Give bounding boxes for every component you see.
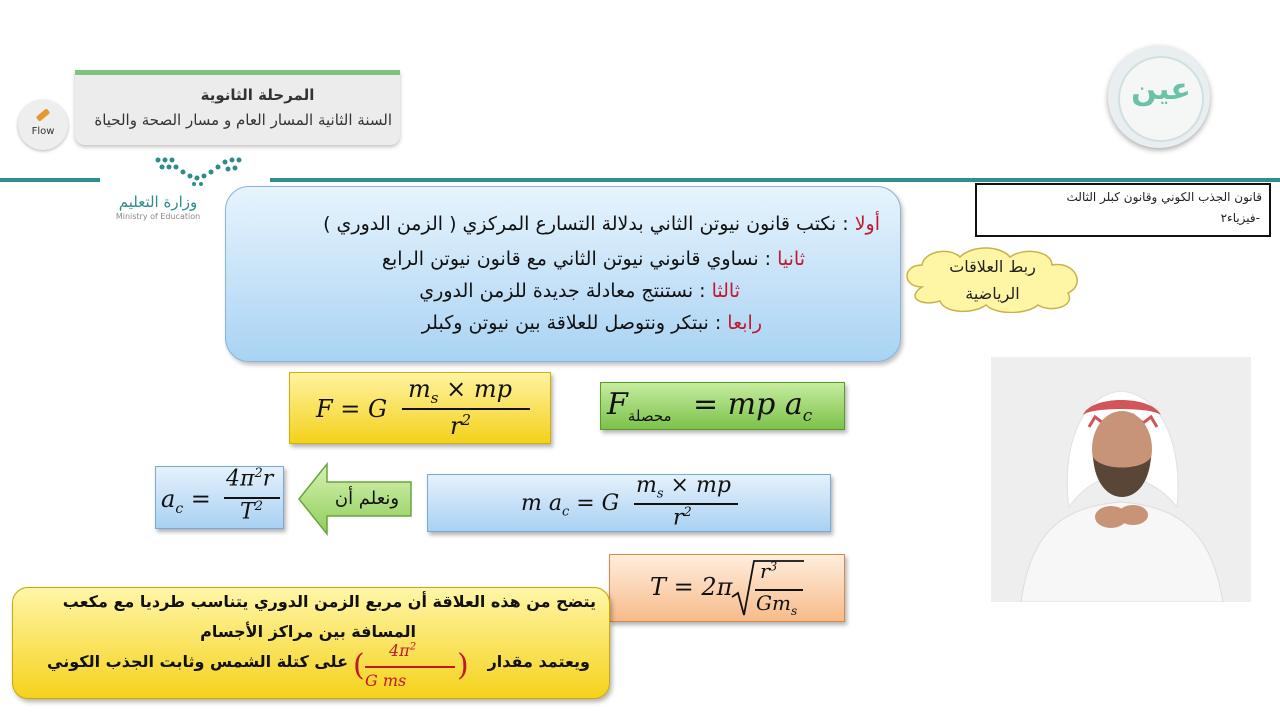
ministry-dots-icon — [150, 152, 250, 188]
track-subtitle: السنة الثانية المسار العام و مسار الصحة والحياة — [94, 111, 392, 129]
conclusion-line-3-end: على كتلة الشمس وثابت الجذب الكوني — [47, 652, 348, 671]
step-1 — [240, 213, 880, 235]
lesson-subject: -فيزياء٢ — [1220, 211, 1260, 225]
step-2-ordinal: ثانيا — [777, 248, 805, 270]
step-4-ordinal: رابعا — [727, 312, 762, 334]
step-3 — [240, 280, 740, 302]
lesson-title: قانون الجذب الكوني وقانون كبلر الثالث — [1066, 190, 1262, 204]
net-force-lhs: $F_{محصلة}$ — [607, 387, 672, 425]
equality-denominator: $r^2$ — [673, 505, 692, 531]
gravity-numerator: $m_s$ × mp — [408, 375, 512, 407]
arrow-label: ونعلم أن — [334, 488, 400, 509]
step-4 — [240, 312, 762, 334]
period-formula-box — [609, 554, 845, 622]
flow-badge — [18, 100, 68, 150]
step-4-text: : نبتكر ونتوصل للعلاقة بين نيوتن وكبلر — [421, 312, 728, 334]
teacher-video — [991, 357, 1251, 602]
ratio-numerator: $4\pi^2$ — [389, 641, 417, 660]
cloud-line-2: الرياضية — [965, 284, 1020, 303]
left-paren: ( — [353, 648, 365, 683]
step-1-text: : نكتب قانون نيوتن الثاني بدلالة التسارع المركزي ( الزمن الدوري ) — [323, 213, 855, 235]
conclusion-line-1: يتضح من هذه العلاقة أن مربع الزمن الدوري يتناسب طرديا مع مكعب — [62, 592, 596, 611]
period-denominator: $Gm_s$ — [756, 591, 798, 618]
ratio-denominator: G ms — [365, 671, 407, 690]
equality-numerator: $m_s$ × mp — [636, 473, 731, 502]
conclusion-line-3-start: ويعتمد مقدار — [487, 652, 590, 671]
cloud-line-1: ربط العلاقات — [949, 257, 1036, 276]
period-numerator: $r^3$ — [760, 559, 778, 583]
stage-header — [75, 70, 400, 145]
step-3-ordinal: ثالثا — [711, 280, 740, 302]
net-force-formula-box — [600, 382, 845, 430]
centripetal-formula-box — [155, 466, 284, 529]
teacher-figure — [991, 357, 1251, 602]
equality-formula-box — [427, 474, 831, 532]
right-paren: ) — [457, 648, 469, 683]
centripetal-denominator: $T^2$ — [240, 499, 263, 525]
period-lhs: T = 2π — [650, 573, 733, 601]
centripetal-lhs: $a_c$ = — [161, 485, 211, 517]
ministry-name-ar: وزارة التعليم — [118, 193, 198, 211]
step-1-ordinal: أولا — [854, 213, 880, 235]
gravity-lhs: F = G — [316, 395, 388, 423]
gravity-denominator: $r^2$ — [450, 411, 472, 440]
equality-lhs: m $a_c = G$ — [521, 491, 620, 520]
conclusion-line-2: المسافة بين مراكز الأجسام — [200, 622, 416, 641]
step-3-text: : نستنتج معادلة جديدة للزمن الدوري — [419, 280, 712, 302]
step-2-text: : نساوي قانوني نيوتن الثاني مع قانون نيوتن الرابع — [381, 248, 778, 270]
ratio-fraction-bar — [365, 666, 455, 668]
centripetal-numerator: $4\pi^2r$ — [226, 466, 274, 492]
gravity-formula-box — [289, 372, 551, 444]
ratio-expression — [353, 640, 471, 694]
stage-title: المرحلة الثانوية — [200, 86, 315, 104]
ministry-name-en: Ministry of Education — [115, 212, 201, 221]
gravity-fraction-bar — [402, 408, 530, 410]
channel-logo-text: عين — [1131, 72, 1191, 107]
step-2 — [240, 248, 805, 270]
net-force-rhs: = mp $a_c$ — [693, 387, 813, 426]
flow-label: Flow — [31, 126, 55, 137]
